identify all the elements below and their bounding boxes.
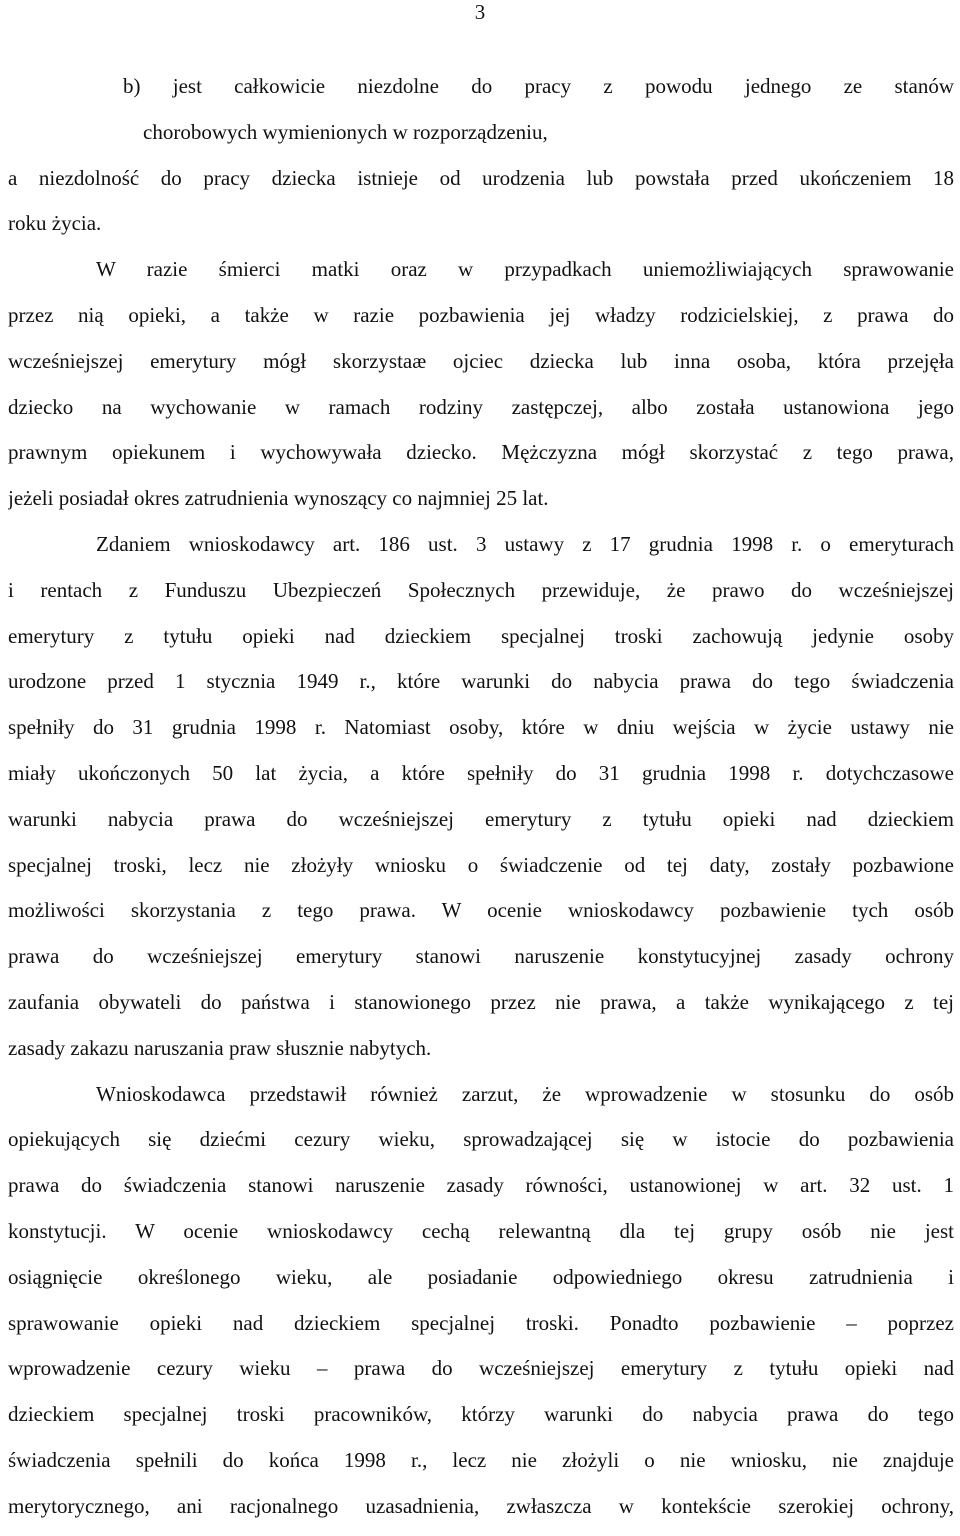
text-line: urodzone przed 1 stycznia 1949 r., które warunki do nabycia prawa do tego świadczenia	[8, 669, 954, 694]
text-line: miały ukończonych 50 lat życia, a które spełniły do 31 grudnia 1998 r. dotychczasowe	[8, 760, 954, 785]
text-line: warunki nabycia prawa do wcześniejszej emerytury z tytułu opieki nad dzieckiem	[8, 806, 954, 831]
text-line: Wnioskodawca przedstawił również zarzut, że wprowadzenie w stosunku do osób	[96, 1081, 954, 1106]
text-line: spełniły do 31 grudnia 1998 r. Natomiast osoby, które w dniu wejścia w życie ustawy nie	[8, 715, 954, 740]
text-line: i rentach z Funduszu Ubezpieczeń Społecznych przewiduje, że prawo do wcześniejszej	[8, 577, 954, 602]
text-line: wprowadzenie cezury wieku – prawa do wcześniejszej emerytury z tytułu opieki nad	[8, 1356, 954, 1381]
text-line: specjalnej troski, lecz nie złożyły wniosku o świadczenie od tej daty, zostały pozbawione	[8, 852, 954, 877]
text-line: roku życia.	[8, 211, 102, 236]
text-line: dzieckiem specjalnej troski pracowników, którzy warunki do nabycia prawa do tego	[8, 1402, 954, 1427]
text-line: dziecko na wychowanie w ramach rodziny zastępczej, albo została ustanowiona jego	[8, 394, 954, 419]
text-line: opiekujących się dziećmi cezury wieku, sprowadzającej się w istocie do pozbawienia	[8, 1127, 954, 1152]
text-line: możliwości skorzystania z tego prawa. W ocenie wnioskodawcy pozbawienie tych osób	[8, 898, 954, 923]
text-line: konstytucji. W ocenie wnioskodawcy cechą relewantną dla tej grupy osób nie jest	[8, 1218, 954, 1243]
text-line: chorobowych wymienionych w rozporządzeniu,	[143, 119, 548, 144]
page-number: 3	[474, 0, 486, 24]
text-line: b) jest całkowicie niezdolne do pracy z powodu jednego ze stanów	[123, 74, 954, 98]
text-line: wcześniejszej emerytury mógł skorzystaæ ojciec dziecka lub inna osoba, która przejęła	[8, 348, 954, 373]
text-line: jeżeli posiadał okres zatrudnienia wynoszący co najmniej 25 lat.	[8, 486, 549, 511]
text-line: zaufania obywateli do państwa i stanowionego przez nie prawa, a także wynikającego z tej	[8, 989, 954, 1014]
text-line: świadczenia spełnili do końca 1998 r., lecz nie złożyli o nie wniosku, nie znajduje	[8, 1447, 954, 1472]
text-line: osiągnięcie określonego wieku, ale posiadanie odpowiedniego okresu zatrudnienia i	[8, 1264, 954, 1289]
text-line: sprawowanie opieki nad dzieckiem specjalnej troski. Ponadto pozbawienie – poprzez	[8, 1310, 954, 1335]
text-line: Zdaniem wnioskodawcy art. 186 ust. 3 ustawy z 17 grudnia 1998 r. o emeryturach	[96, 531, 954, 556]
text-line: przez nią opieki, a także w razie pozbawienia jej władzy rodzicielskiej, z prawa do	[8, 302, 954, 327]
text-line: prawa do wcześniejszej emerytury stanowi naruszenie konstytucyjnej zasady ochrony	[8, 944, 954, 969]
document-body	[8, 70, 954, 1536]
text-line: a niezdolność do pracy dziecka istnieje od urodzenia lub powstała przed ukończeniem 18	[8, 165, 954, 190]
text-line: W razie śmierci matki oraz w przypadkach uniemożliwiających sprawowanie	[96, 257, 954, 282]
text-line: emerytury z tytułu opieki nad dzieckiem specjalnej troski zachowują jedynie osoby	[8, 623, 954, 648]
text-line: prawnym opiekunem i wychowywała dziecko. Mężczyzna mógł skorzystać z tego prawa,	[8, 440, 954, 465]
text-line: zasady zakazu naruszania praw słusznie nabytych.	[8, 1035, 432, 1060]
text-line: merytorycznego, ani racjonalnego uzasadnienia, zwłaszcza w kontekście szerokiej ochrony,	[8, 1493, 954, 1518]
text-line: prawa do świadczenia stanowi naruszenie zasady równości, ustanowionej w art. 32 ust. 1	[8, 1173, 954, 1198]
